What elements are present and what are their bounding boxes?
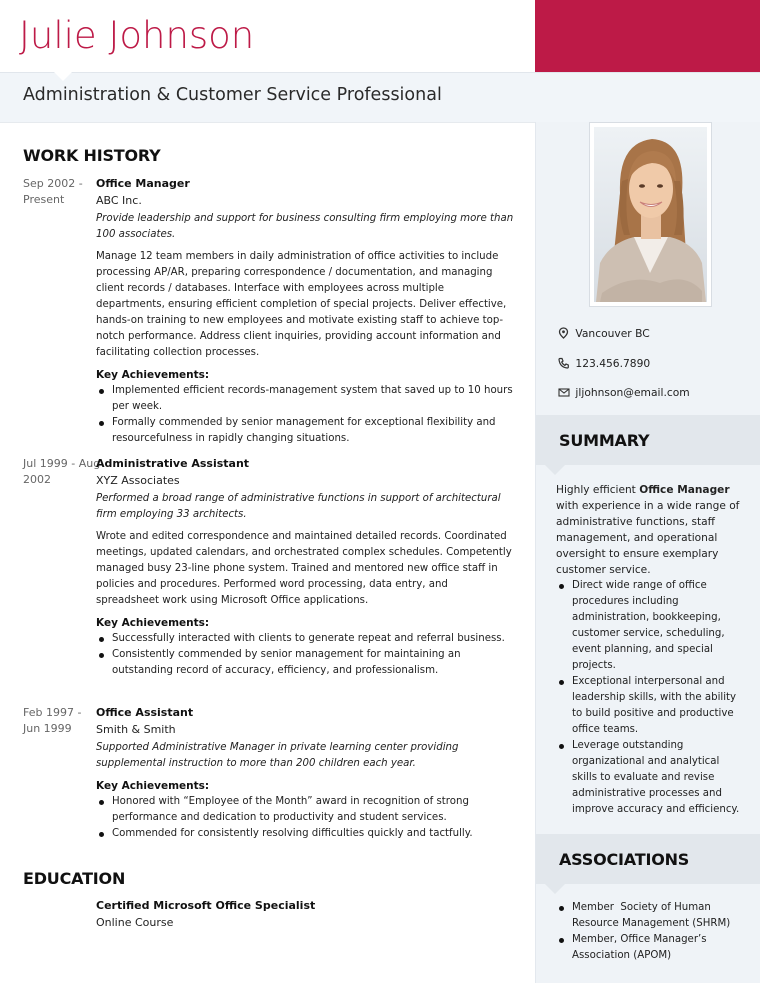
job-body	[96, 456, 514, 679]
education-entry	[96, 898, 516, 931]
job-date: Sep 2002 - Present	[23, 177, 83, 206]
list-item: Exceptional interpersonal and leadership skills, with the ability to build positive and productive office teams.	[556, 674, 742, 738]
achievements-list	[96, 631, 514, 679]
job-date: Feb 1997 - Jun 1999	[23, 706, 82, 735]
key-achievements-label: Key Achievements:	[96, 369, 210, 381]
key-achievements-label: Key Achievements:	[96, 780, 210, 792]
achievements-list	[96, 794, 514, 842]
summary-intro: Highly efficient Office Manager with experience in a wide range of administrative functions, staff management, and operational oversight to ensure exemplary customer service.	[556, 484, 740, 576]
job-description: Performed a broad range of administrative functions in support of architectural firm employing 33 architects.	[96, 493, 501, 520]
job-description: Provide leadership and support for business consulting firm employing more than 100 associates.	[96, 213, 514, 240]
education-degree: Certified Microsoft Office Specialist	[96, 899, 316, 912]
summary-text	[556, 482, 742, 818]
profile-photo	[589, 122, 712, 307]
list-item: Consistently commended by senior management for maintaining an outstanding record of accuracy, efficiency, and professionalism.	[96, 647, 514, 679]
professional-headline: Administration & Customer Service Professional	[23, 85, 442, 105]
education-school: Online Course	[96, 916, 174, 929]
header-accent-block	[535, 0, 760, 72]
contact-location: Vancouver BC	[558, 326, 650, 344]
list-item: Honored with “Employee of the Month” award in recognition of strong performance and dedication to productivity and student services.	[96, 794, 514, 826]
associations-band-notch	[545, 884, 565, 894]
job-date: Jul 1999 - Aug 2002	[23, 457, 101, 486]
contact-email: jljohnson@email.com	[558, 385, 690, 403]
job-title: Office Assistant	[96, 706, 194, 719]
list-item: Implemented efficient records-management system that saved up to 10 hours per week.	[96, 383, 514, 415]
profile-photo-illustration	[590, 123, 711, 306]
associations-list	[556, 900, 742, 964]
job-body	[96, 176, 514, 447]
job-company: Smith & Smith	[96, 723, 176, 736]
work-history-title: WORK HISTORY	[23, 146, 161, 165]
list-item: Leverage outstanding organizational and analytical skills to evaluate and revise administrative processes and improve accuracy and efficiency.	[556, 738, 742, 818]
education-title: EDUCATION	[23, 869, 126, 888]
job-details: Manage 12 team members in daily administration of office activities to include processing AP/AR, preparing correspondence / documentation, and managing client records / databases. Interface with employees across multiple departments, ensuring efficient completion of special projects. Deliver effective, hands-on training to new employees and motivate existing staff to achieve top-notch performance. Address client inquiries, providing account information and facilitating collection processes.	[96, 251, 507, 358]
map-pin-icon	[558, 327, 570, 344]
job-description: Supported Administrative Manager in private learning center providing supplemental instruction to more than 200 children each year.	[96, 742, 459, 769]
job-details: Wrote and edited correspondence and maintained detailed records. Coordinated meetings, updated calendars, and orchestrated complex schedules. Competently managed busy 23-line phone system. Trained and mentored new office staff in policies and procedures. Performed word processing, data entry, and spreadsheet work using Microsoft Office applications.	[96, 531, 512, 606]
associations-title: ASSOCIATIONS	[559, 850, 690, 869]
envelope-icon	[558, 386, 570, 403]
list-item: Successfully interacted with clients to generate repeat and referral business.	[96, 631, 514, 647]
key-achievements-label: Key Achievements:	[96, 617, 210, 629]
list-item: Member Society of Human Resource Management (SHRM)	[556, 900, 742, 932]
list-item: Formally commended by senior management for exceptional flexibility and resourcefulness in rapidly changing situations.	[96, 415, 514, 447]
header-name-bar	[0, 0, 535, 72]
job-body	[96, 705, 514, 842]
job-company: ABC Inc.	[96, 194, 142, 207]
job-title: Office Manager	[96, 177, 190, 190]
headline-notch	[54, 72, 72, 81]
list-item: Direct wide range of office procedures including administration, bookkeeping, customer service, scheduling, event planning, and special projects.	[556, 578, 742, 674]
job-title: Administrative Assistant	[96, 457, 250, 470]
candidate-name: Julie Johnson	[19, 14, 255, 57]
summary-bullets	[556, 578, 742, 818]
phone-icon	[558, 357, 570, 374]
summary-band-notch	[545, 465, 565, 475]
list-item: Commended for consistently resolving difficulties quickly and tactfully.	[96, 826, 514, 842]
summary-title: SUMMARY	[559, 431, 650, 450]
job-company: XYZ Associates	[96, 474, 180, 487]
achievements-list	[96, 383, 514, 447]
list-item: Member, Office Manager’s Association (APOM)	[556, 932, 742, 964]
contact-phone: 123.456.7890	[558, 356, 650, 374]
